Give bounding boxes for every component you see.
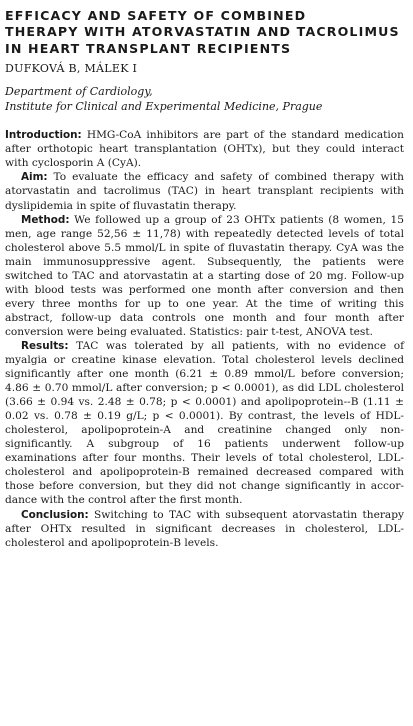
affiliation	[5, 84, 404, 114]
method-text: We followed up a group of 23 OHTx patients (8 women, 15 men, age range 52,56 ± 11,78) with repeatedly detected levels of total cholesterol above 5.5 mmol/L in spite of fluvastatin therapy. CyA was the main immunosuppressive agent. Subsequently, the patients were switched to TAC and atorvastatin at a starting dose of 20 mg. Follow-up with blood tests was performed one month after conversion and then every three months for up to one year. At the time of writing this abstract, follow-up data controls one month and four month after conversion were being evaluated. Statistics: pair t-test, ANOVA test.	[5, 213, 404, 338]
affiliation-line-1: Department of Cardiology,	[5, 85, 153, 99]
affiliation-line-2: Institute for Clinical and Experimental Medicine, Prague	[5, 100, 323, 114]
conclusion-heading: Conclusion:	[21, 508, 89, 521]
title-line-2: THERAPY WITH ATORVASTATIN AND TACROLIMUS	[5, 24, 400, 40]
authors: DUFKOVÁ B, MÁLEK I	[5, 62, 138, 76]
conclusion-text: Switching to TAC with subsequent atorvastatin therapy after OHTx resulted in significant decreases in cholesterol, LDL-cholesterol and apolipoprotein-B levels.	[5, 508, 404, 549]
aim-paragraph	[5, 170, 404, 212]
results-paragraph	[5, 339, 404, 508]
conclusion-paragraph	[5, 508, 404, 550]
results-heading: Results:	[21, 339, 69, 352]
title-line-1: EFFICACY AND SAFETY OF COMBINED	[5, 8, 307, 23]
article-title	[5, 8, 404, 57]
introduction-paragraph	[5, 128, 404, 170]
aim-text: To evaluate the efficacy and safety of combined therapy with atorvastatin and tacrolimus (TAC) in heart transplant recipients with dyslipidemia in spite of fluvastatin therapy.	[5, 171, 404, 212]
results-text: TAC was tolerated by all patients, with no evidence of myalgia or creatine kinase elevation. Total cholesterol levels declined significantly after one month (6.21 ± 0.89 mmol/L before conversion; 4.86 ± 0.70 mmol/L after conversion; p < 0.0001), as did LDL cholesterol (3.66 ± 0.94 vs. 2.48 ± 0.78; p < 0.0001) and apolipoprotein--B (1.11 ± 0.02 vs. 0.78 ± 0.19 g/L; p < 0.0001). By contrast, the levels of HDL-cholesterol, apolipoprotein-A and creatinine changed only non-significantly. A subgroup of 16 patients underwent follow-up examinations after four months. Their levels of total cholesterol, LDL-cholesterol and apolipoprotein-B remained decreased compared with those before conversion, but they did not change significantly in accordance with the control after the first month.	[5, 339, 404, 507]
title-line-3: IN HEART TRANSPLANT RECIPIENTS	[5, 40, 292, 56]
abstract-body	[5, 128, 404, 549]
aim-heading: Aim:	[21, 171, 48, 184]
introduction-heading: Introduction:	[5, 129, 82, 142]
method-paragraph	[5, 213, 404, 339]
introduction-text: HMG-CoA inhibitors are part of the standard medication after orthotopic heart transplantation (OHTx), but they could interact with cyclosporin A (CyA).	[5, 129, 404, 170]
method-heading: Method:	[21, 213, 70, 226]
